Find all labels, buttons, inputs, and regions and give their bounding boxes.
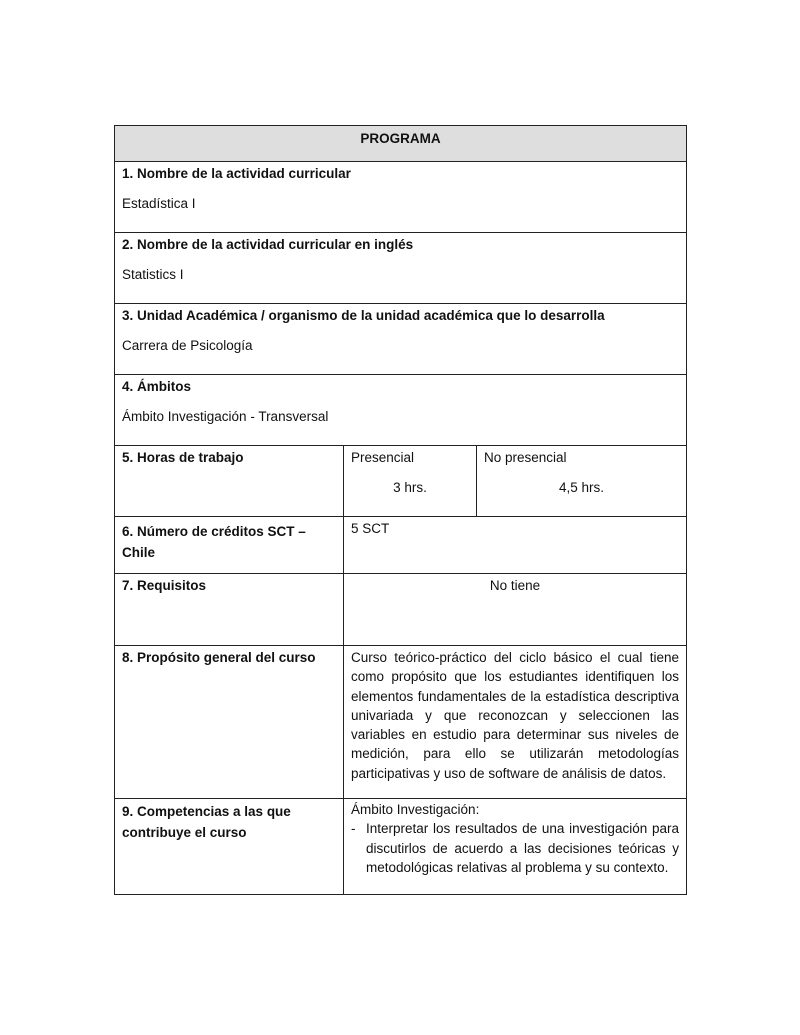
section-7-row [115, 574, 686, 646]
section-8-label: 8. Propósito general del curso [122, 650, 316, 665]
section-1-row [115, 162, 686, 233]
section-1-label: 1. Nombre de la actividad curricular [122, 166, 351, 181]
section-8-row [115, 646, 686, 799]
section-6-value: 5 SCT [351, 521, 390, 536]
section-3-value: Carrera de Psicología [122, 338, 253, 353]
section-4-value: Ámbito Investigación - Transversal [122, 409, 329, 424]
section-2-label: 2. Nombre de la actividad curricular en inglés [122, 237, 414, 252]
section-9-row [115, 799, 686, 895]
section-3-label: 3. Unidad Académica / organismo de la unidad académica que lo desarrolla [122, 308, 605, 323]
section-6-label: 6. Número de créditos SCT – Chile [122, 524, 306, 560]
section-4-label: 4. Ámbitos [122, 379, 192, 394]
competency-text: Interpretar los resultados de una investigación para discutirlos de acuerdo a las decisiones teóricas y metodológicas relativas al problema y su contexto. [366, 821, 679, 875]
section-6-row [115, 517, 686, 574]
presencial-value: 3 hrs. [393, 480, 427, 495]
section-7-label: 7. Requisitos [122, 578, 207, 593]
program-title: PROGRAMA [115, 126, 686, 161]
section-1-value: Estadística I [122, 196, 196, 211]
section-8-value: Curso teórico-práctico del ciclo básico el cual tiene como propósito que los estudiantes identifiquen los elementos fundamentales de la estadística descriptiva univariada y que reconozcan y seleccionen las variables en estudio para determinar sus niveles de medición, para ello se utilizarán metodologías participativas y uso de software de análisis de datos. [351, 650, 679, 781]
no-presencial-label: No presencial [484, 450, 567, 465]
section-2-row [115, 233, 686, 304]
dash-bullet: - [351, 821, 356, 837]
presencial-label: Presencial [351, 450, 415, 465]
no-presencial-value: 4,5 hrs. [558, 480, 605, 495]
section-3-row [115, 304, 686, 375]
section-4-row [115, 375, 686, 446]
section-2-value: Statistics I [122, 267, 184, 282]
table-header-row [115, 126, 686, 162]
section-7-value: No tiene [489, 578, 541, 593]
competency-list-item [351, 819, 679, 877]
section-5-row [115, 446, 686, 517]
section-9-heading: Ámbito Investigación: [351, 802, 480, 817]
program-table [114, 125, 687, 895]
section-9-label: 9. Competencias a las que contribuye el curso [122, 804, 291, 840]
section-5-label: 5. Horas de trabajo [122, 450, 244, 465]
